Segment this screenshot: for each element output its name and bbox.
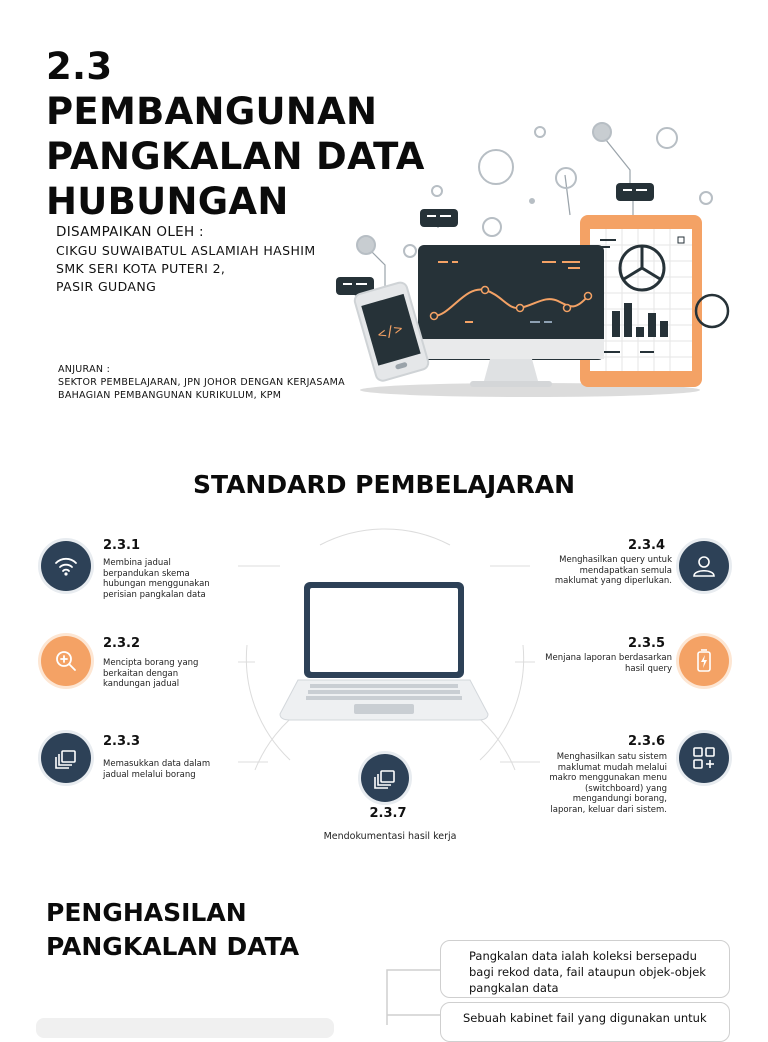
- wifi-icon: [53, 553, 79, 579]
- svg-text:</>: </>: [375, 320, 405, 344]
- bottom-panel: [36, 1018, 334, 1038]
- apps-add-icon: [691, 745, 717, 771]
- presenter-name: CIKGU SUWAIBATUL ASLAMIAH HASHIM: [56, 243, 316, 258]
- standard-2-3-4-code: 2.3.4: [627, 538, 665, 553]
- organizer-line-1: SEKTOR PEMBELAJARAN, JPN JOHOR DENGAN KERJASAMA: [58, 377, 345, 388]
- presenter-label: DISAMPAIKAN OLEH :: [56, 224, 204, 240]
- standard-2-3-6-code: 2.3.6: [627, 734, 665, 749]
- standard-2-3-4-icon-badge: [679, 541, 729, 591]
- battery-charging-icon: [691, 648, 717, 674]
- standard-2-3-7-desc: Mendokumentasi hasil kerja: [323, 831, 457, 842]
- standard-2-3-1-icon-badge: [41, 541, 91, 591]
- hero-illustration: [330, 115, 730, 405]
- standard-2-3-7-code: 2.3.7: [369, 806, 407, 821]
- standard-2-3-5-desc: Menjana laporan berdasarkan hasil query: [545, 653, 672, 674]
- standard-2-3-6-desc: Menghasilkan satu sistem maklumat mudah melalui makro menggunakan menu (switchboard) yang mengandungi borang, laporan, keluar dari sistem.: [549, 752, 667, 815]
- production-title-line-2: PANGKALAN DATA: [46, 932, 300, 961]
- title-line-3: HUBUNGAN: [46, 180, 289, 223]
- zoom-in-icon: [53, 648, 79, 674]
- standard-2-3-6-icon-badge: [679, 733, 729, 783]
- definition-bubble-2: Sebuah kabinet fail yang digunakan untuk: [440, 1002, 730, 1042]
- production-title: [46, 896, 346, 964]
- bubble-connector: [385, 965, 445, 1025]
- title-line-1: 2.3 PEMBANGUNAN: [46, 45, 378, 133]
- copy-icon: [53, 745, 79, 771]
- standard-2-3-3-desc: Memasukkan data dalam jadual melalui borang: [103, 759, 211, 780]
- title-line-2: PANGKALAN DATA: [46, 135, 425, 178]
- definition-bubble-1: Pangkalan data ialah koleksi bersepadu bagi rekod data, fail ataupun objek-objek pangkalan data: [440, 940, 730, 998]
- standard-2-3-2-icon-badge: [41, 636, 91, 686]
- standard-2-3-2-desc: Mencipta borang yang berkaitan dengan kandungan jadual: [103, 658, 199, 689]
- standard-2-3-3-code: 2.3.3: [103, 734, 141, 749]
- standards-title: STANDARD PEMBELAJARAN: [192, 470, 576, 499]
- standard-2-3-7-icon-badge: [361, 754, 409, 802]
- standard-2-3-5-code: 2.3.5: [627, 636, 665, 651]
- standard-2-3-5-icon-badge: [679, 636, 729, 686]
- presenter-location: PASIR GUDANG: [56, 279, 157, 294]
- user-icon: [691, 553, 717, 579]
- standard-2-3-1-desc: Membina jadual berpandukan skema hubungan menggunakan perisian pangkalan data: [103, 558, 210, 600]
- standard-2-3-3-icon-badge: [41, 733, 91, 783]
- presenter-school: SMK SERI KOTA PUTERI 2,: [56, 261, 226, 276]
- standard-2-3-1-code: 2.3.1: [103, 538, 141, 553]
- organizer-line-2: BAHAGIAN PEMBANGUNAN KURIKULUM, KPM: [58, 390, 282, 401]
- production-title-line-1: PENGHASILAN: [46, 898, 247, 927]
- standard-2-3-4-desc: Menghasilkan query untuk mendapatkan semula maklumat yang diperlukan.: [554, 555, 672, 586]
- copy-icon: [372, 765, 398, 791]
- organizer-label: ANJURAN :: [58, 364, 111, 375]
- standard-2-3-2-code: 2.3.2: [103, 636, 141, 651]
